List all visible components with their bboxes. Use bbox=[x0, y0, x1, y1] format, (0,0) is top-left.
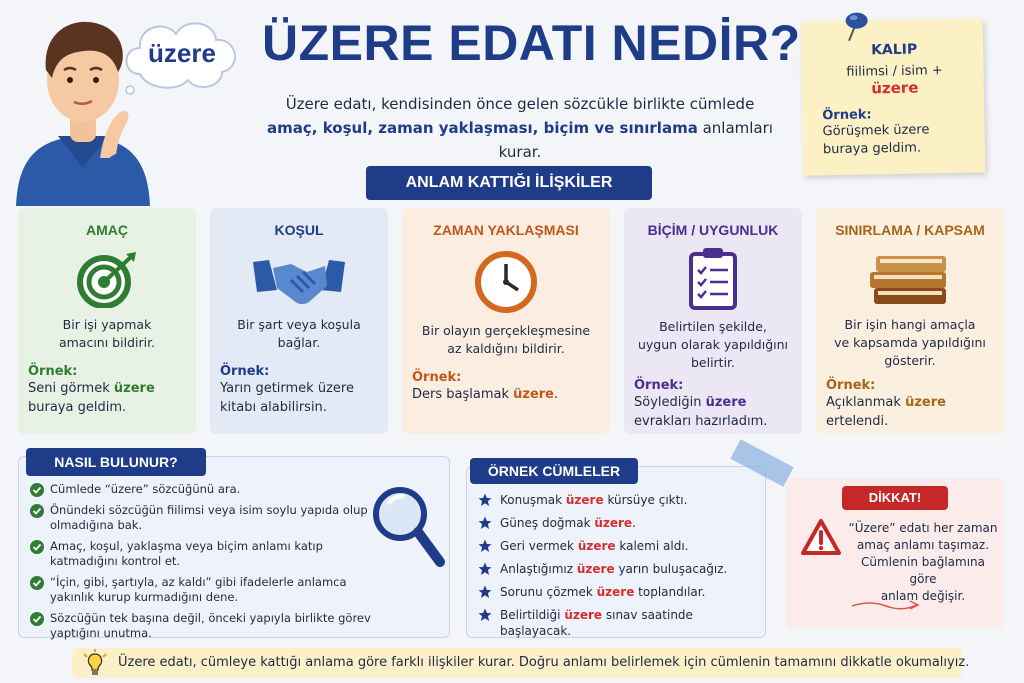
note-formula-highlight: üzere bbox=[871, 78, 919, 98]
card-example bbox=[28, 379, 186, 398]
sentence-highlight: üzere bbox=[594, 516, 633, 530]
card-description bbox=[28, 316, 186, 352]
list-item bbox=[30, 539, 380, 569]
note-example-line-2: buraya geldim. bbox=[822, 140, 922, 158]
list-item-text: Önündeki sözcüğün fiilimsi veya isim soylu yapıda olup olmadığına bak. bbox=[50, 503, 368, 532]
card-title: KOŞUL bbox=[274, 222, 324, 238]
warning-line-3: Cümlenin bağlamına göre bbox=[860, 555, 985, 586]
warning-line-4: anlam değişir. bbox=[880, 589, 966, 603]
card-ex-pre: Açıklanmak bbox=[826, 395, 906, 410]
note-title: KALIP bbox=[870, 41, 918, 59]
card-title: ZAMAN YAKLAŞMASI bbox=[433, 222, 579, 238]
warning-line-1: “Üzere” edatı her zaman bbox=[848, 521, 998, 535]
card-title: BİÇİM / UYGUNLUK bbox=[647, 222, 779, 238]
sentence-post: kalemi aldı. bbox=[615, 539, 689, 553]
star-icon bbox=[478, 493, 492, 507]
card-desc-line-1: Belirtilen şekilde, bbox=[659, 319, 767, 334]
sentence-highlight: üzere bbox=[577, 539, 616, 553]
card-example-label: Örnek: bbox=[634, 378, 684, 393]
sentence-post: kürsüye çıktı. bbox=[603, 493, 688, 507]
lightbulb-icon bbox=[82, 649, 108, 677]
thought-cloud-word: üzere bbox=[148, 38, 216, 68]
check-icon bbox=[30, 612, 44, 626]
card-example bbox=[634, 393, 792, 412]
sentence-post: yarın buluşacağız. bbox=[614, 562, 728, 576]
sentence-pre: Geri vermek bbox=[500, 539, 578, 553]
check-icon bbox=[30, 504, 44, 518]
pattern-note bbox=[801, 18, 986, 175]
list-item bbox=[30, 575, 380, 605]
list-item bbox=[478, 584, 762, 600]
card-kosul bbox=[210, 208, 388, 434]
star-icon bbox=[478, 608, 492, 622]
handshake-icon bbox=[251, 250, 347, 308]
card-title: SINIRLAMA / KAPSAM bbox=[835, 222, 985, 238]
card-example-line-2: buraya geldim. bbox=[28, 400, 127, 415]
example-sentences-list bbox=[478, 492, 762, 646]
card-desc-line-1: Bir olayın gerçekleşmesine bbox=[421, 323, 591, 338]
card-amac bbox=[18, 208, 196, 434]
card-example-line-2: evrakları hazırladım. bbox=[634, 414, 768, 429]
card-example bbox=[826, 393, 994, 412]
card-desc-line-2: amacını bildirir. bbox=[58, 335, 156, 350]
card-example-label: Örnek: bbox=[28, 364, 78, 379]
intro-bold: amaç, koşul, zaman yaklaşması, biçim ve sınırlama bbox=[267, 119, 698, 137]
arrow-doodle bbox=[850, 598, 922, 612]
card-example-line-2: kitabı alabilirsin. bbox=[220, 400, 327, 415]
card-example-line-2: ertelendi. bbox=[826, 414, 889, 429]
books-icon bbox=[868, 250, 952, 308]
star-icon bbox=[478, 585, 492, 599]
clock-icon bbox=[474, 250, 538, 314]
card-example bbox=[220, 379, 378, 398]
check-icon bbox=[30, 540, 44, 554]
card-ex-pre: Söylediğin bbox=[634, 395, 706, 410]
list-item-text: Sözcüğün tek başına değil, önceki yapıyla birlikte görev yaptığını unutma. bbox=[50, 611, 371, 640]
card-sinirlama-kapsam bbox=[816, 208, 1004, 434]
pushpin-icon bbox=[840, 8, 871, 43]
sentence-pre: Belirtildiği bbox=[500, 608, 565, 622]
sentence-highlight: üzere bbox=[565, 493, 604, 507]
card-description bbox=[220, 316, 378, 352]
intro-rest: anlamları kurar. bbox=[498, 119, 773, 161]
card-desc-line-1: Bir işin hangi amaçla bbox=[844, 317, 976, 332]
list-item-text: Cümlede “üzere” sözcüğünü ara. bbox=[50, 482, 241, 496]
star-icon bbox=[478, 562, 492, 576]
how-to-find-banner: NASIL BULUNUR? bbox=[26, 448, 206, 476]
footer-text: Üzere edatı, cümleye kattığı anlama göre farklı ilişkiler kurar. Doğru anlamı belirlemek için cümlenin tamamını dikkatle okumalıyız. bbox=[118, 655, 970, 670]
card-example-label: Örnek: bbox=[826, 378, 876, 393]
clipboard-icon bbox=[687, 246, 739, 310]
sentence-post: . bbox=[632, 516, 636, 530]
card-description bbox=[412, 322, 600, 358]
example-sentences-banner: ÖRNEK CÜMLELER bbox=[470, 458, 638, 484]
check-icon bbox=[30, 576, 44, 590]
sentence-post: toplandılar. bbox=[634, 585, 706, 599]
card-description bbox=[826, 316, 994, 370]
star-icon bbox=[478, 539, 492, 553]
relations-banner: ANLAM KATTIĞI İLİŞKİLER bbox=[366, 166, 652, 200]
sentence-post: sınav saatinde başlayacak. bbox=[500, 608, 693, 638]
list-item-text: Amaç, koşul, yaklaşma veya biçim anlamı katıp katmadığını kontrol et. bbox=[50, 539, 323, 568]
list-item bbox=[478, 515, 762, 531]
card-ex-pre: Seni görmek bbox=[28, 381, 114, 396]
list-item-text: “İçin, gibi, şartıyla, az kaldı” gibi ifadelerle anlamca yakınlık kurup kurmadığını dene. bbox=[50, 575, 347, 604]
intro-text bbox=[246, 92, 794, 164]
sentence-highlight: üzere bbox=[564, 608, 603, 622]
note-example-label: Örnek: bbox=[822, 107, 872, 124]
sentence-pre: Sorunu çözmek bbox=[500, 585, 597, 599]
how-to-find-list bbox=[30, 482, 380, 647]
note-formula bbox=[821, 63, 968, 99]
card-desc-line-3: gösterir. bbox=[884, 353, 936, 368]
warning-text bbox=[848, 520, 998, 605]
intro-line-1: Üzere edatı, kendisinden önce gelen sözcükle birlikte cümlede bbox=[285, 95, 755, 113]
card-ex-highlight: üzere bbox=[113, 381, 155, 396]
card-desc-line-1: Bir işi yapmak bbox=[62, 317, 152, 332]
card-zaman-yaklasmasi bbox=[402, 208, 610, 434]
list-item bbox=[30, 503, 380, 533]
warning-banner: DİKKAT! bbox=[842, 486, 948, 510]
card-ex-highlight: üzere bbox=[905, 395, 946, 410]
card-desc-line-1: Bir şart veya koşula bbox=[237, 317, 361, 332]
note-formula-prefix: fiilimsi / isim + bbox=[846, 63, 943, 80]
card-bicim-uygunluk bbox=[624, 208, 802, 434]
card-title: AMAÇ bbox=[86, 222, 128, 238]
list-item bbox=[30, 611, 380, 641]
intro-line-2 bbox=[246, 116, 794, 164]
card-description bbox=[634, 318, 792, 372]
card-ex-highlight: üzere bbox=[513, 387, 554, 402]
warning-line-2: amaç anlamı taşımaz. bbox=[856, 538, 990, 552]
list-item bbox=[478, 538, 762, 554]
star-icon bbox=[478, 516, 492, 530]
sentence-pre: Güneş doğmak bbox=[500, 516, 595, 530]
sentence-highlight: üzere bbox=[576, 562, 615, 576]
card-desc-line-2: ve kapsamda yapıldığını bbox=[834, 335, 986, 350]
sentence-highlight: üzere bbox=[596, 585, 635, 599]
list-item bbox=[478, 607, 762, 639]
card-ex-highlight: üzere bbox=[705, 395, 747, 410]
magnifier-icon bbox=[370, 484, 446, 568]
page-title: ÜZERE EDATI NEDİR? bbox=[262, 15, 801, 71]
list-item bbox=[478, 561, 762, 577]
sentence-pre: Konuşmak bbox=[500, 493, 566, 507]
warning-icon bbox=[800, 518, 842, 556]
card-desc-line-2: az kaldığını bildirir. bbox=[447, 341, 565, 356]
card-ex-post: . bbox=[554, 387, 559, 402]
check-icon bbox=[30, 483, 44, 497]
card-example bbox=[412, 385, 600, 404]
card-desc-line-2: bağlar. bbox=[277, 335, 321, 350]
target-icon bbox=[74, 250, 140, 308]
card-example-label: Örnek: bbox=[412, 370, 462, 385]
card-example-label: Örnek: bbox=[220, 364, 270, 379]
card-ex-pre: Yarın getirmek üzere bbox=[220, 381, 354, 396]
sentence-pre: Anlaştığımız bbox=[500, 562, 577, 576]
card-desc-line-2: uygun olarak yapıldığını bbox=[637, 337, 788, 352]
list-item bbox=[30, 482, 380, 497]
list-item bbox=[478, 492, 762, 508]
card-ex-pre: Ders başlamak bbox=[412, 387, 514, 402]
card-desc-line-3: belirtir. bbox=[690, 355, 736, 370]
note-example-line-1: Görüşmek üzere bbox=[822, 122, 930, 140]
